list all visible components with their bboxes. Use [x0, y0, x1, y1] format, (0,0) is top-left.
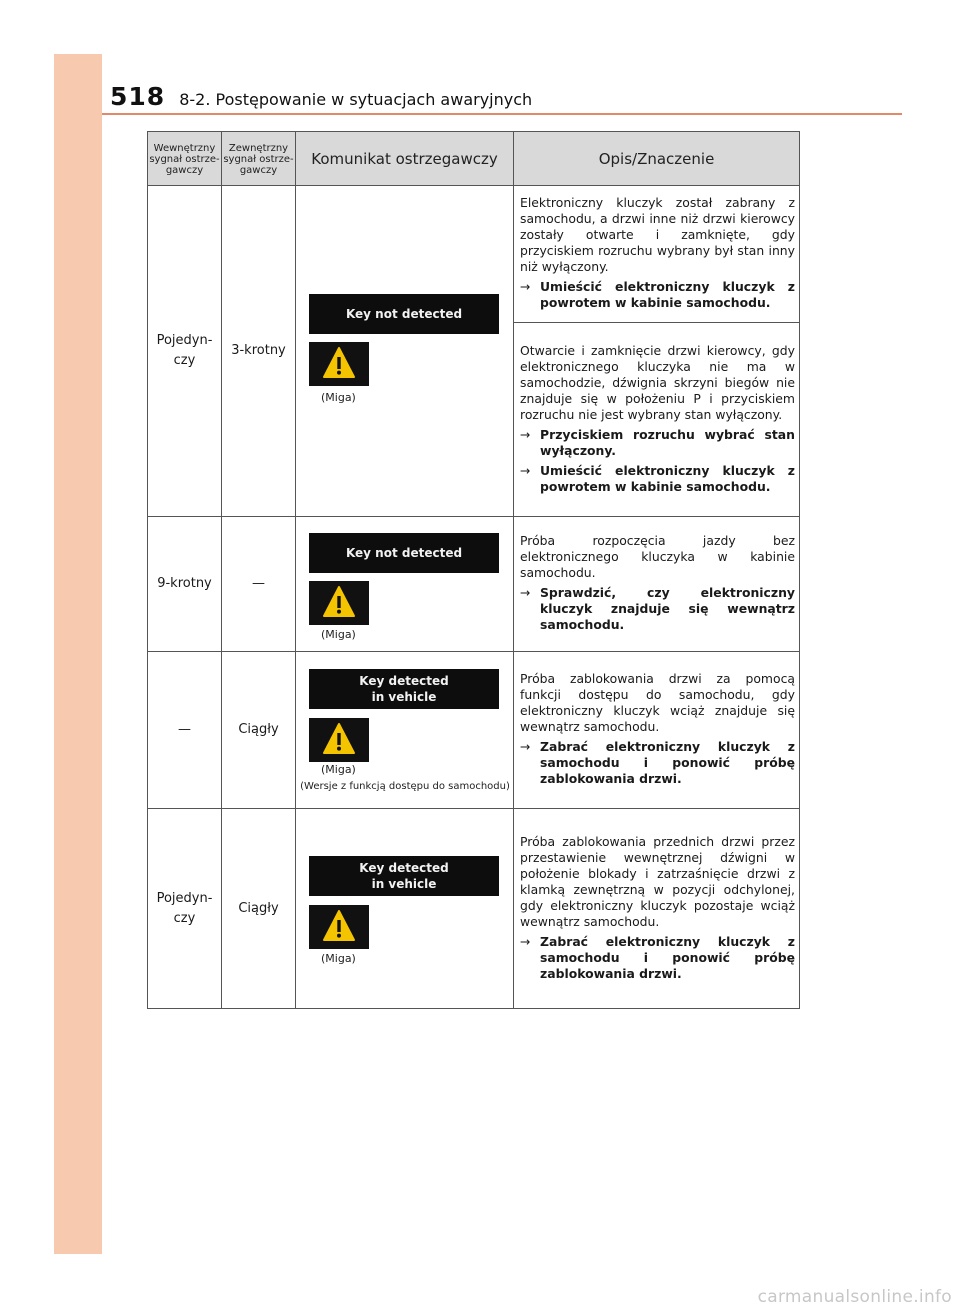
- warning-message-cell: [296, 809, 514, 1009]
- action-item: → Umieścić elektroniczny kluczyk z powrotem w kabinie samochodu.: [520, 279, 795, 310]
- description-cell: [514, 809, 800, 1009]
- display-message: Key not detected: [309, 533, 499, 573]
- arrow-icon: →: [520, 426, 531, 442]
- internal-buzzer-cell: [148, 186, 222, 517]
- flash-label: (Miga): [321, 763, 356, 776]
- description-text: Próba rozpoczęcia jazdy bez elektronicznego kluczyka w kabinie samochodu.: [520, 533, 795, 580]
- table-row: [148, 652, 800, 809]
- arrow-icon: →: [520, 739, 531, 754]
- warning-triangle-icon: [309, 342, 369, 386]
- external-buzzer-value: 3-krotny: [231, 343, 286, 358]
- external-buzzer-value: Ciągły: [238, 900, 279, 916]
- warning-triangle-icon: [309, 718, 369, 762]
- warning-message-cell: [296, 517, 514, 652]
- external-buzzer-value: Ciągły: [238, 722, 279, 737]
- warning-table: [147, 131, 800, 1009]
- page-number: 518: [110, 82, 166, 111]
- external-buzzer-cell: [222, 809, 296, 1009]
- action-item: → Zabrać elektroniczny kluczyk z samochodu i ponowić próbę zablokowania drzwi.: [520, 933, 795, 981]
- internal-buzzer-cell: [148, 809, 222, 1009]
- external-buzzer-cell: [222, 517, 296, 652]
- display-message: Key detected in vehicle: [309, 669, 499, 709]
- description-text: Próba zablokowania przednich drzwi przez przestawienie wewnętrznej dźwigni w położenie blokady i zatrzaśnięcie drzwi z klamką zewnętrzną w pozycji odchylonej, gdy elektroniczny kluczyk pozostaje wciąż wewnątrz samochodu.: [520, 833, 795, 929]
- chapter-sidebar-tab: [54, 54, 102, 1254]
- external-buzzer-cell: [222, 652, 296, 809]
- header-internal-buzzer: Wewnętrzny sygnał ostrze- gawczy: [148, 132, 222, 186]
- warning-triangle-icon: [309, 905, 369, 949]
- arrow-icon: →: [520, 585, 531, 600]
- description-cell: [514, 323, 800, 517]
- version-note: (Wersje z funkcją dostępu do samochodu): [300, 781, 510, 792]
- display-message: Key not detected: [309, 294, 499, 334]
- arrow-icon: →: [520, 462, 531, 478]
- action-item: → Umieścić elektroniczny kluczyk z powrotem w kabinie samochodu.: [520, 462, 795, 494]
- internal-buzzer-value: —: [178, 722, 191, 737]
- header-warning-message: Komunikat ostrzegawczy: [296, 132, 514, 186]
- description-text: Elektroniczny kluczyk został zabrany z samochodu, a drzwi inne niż drzwi kierowcy zostały otwarte i zamknięte, gdy przyciskiem rozruchu wybrany był stan inny niż wyłączony.: [520, 195, 795, 274]
- warning-message-cell: [296, 186, 514, 517]
- action-item: → Zabrać elektroniczny kluczyk z samochodu i ponowić próbę zablokowania drzwi.: [520, 739, 795, 786]
- section-title: 8-2. Postępowanie w sytuacjach awaryjnych: [179, 90, 533, 109]
- warning-triangle-icon: [309, 581, 369, 625]
- description-cell: [514, 517, 800, 652]
- internal-buzzer-cell: [148, 517, 222, 652]
- description-cell: [514, 186, 800, 323]
- flash-label: (Miga): [321, 628, 356, 641]
- arrow-icon: →: [520, 279, 531, 294]
- header-description: Opis/Znaczenie: [514, 132, 800, 186]
- flash-label: (Miga): [321, 952, 356, 965]
- display-message: Key detected in vehicle: [309, 856, 499, 896]
- internal-buzzer-value: Pojedyn- czy: [156, 890, 213, 926]
- table-row: [148, 809, 800, 1009]
- description-cell: [514, 652, 800, 809]
- description-text: Otwarcie i zamknięcie drzwi kierowcy, gdy elektronicznego kluczyka nie ma w samochodzie, dźwignia skrzyni biegów nie znajduje się w położeniu P i przyciskiem rozruchu nie jest wybrany stan wyłączony.: [520, 342, 795, 422]
- page-header: [110, 82, 532, 112]
- action-item: → Sprawdzić, czy elektroniczny kluczyk znajduje się wewnątrz samochodu.: [520, 585, 795, 632]
- warning-message-cell: [296, 652, 514, 809]
- internal-buzzer-cell: [148, 652, 222, 809]
- flash-label: (Miga): [321, 391, 356, 404]
- external-buzzer-value: —: [252, 576, 265, 591]
- description-text: Próba zablokowania drzwi za pomocą funkcji dostępu do samochodu, gdy elektroniczny kluczyk wciąż znajduje się wewnątrz samochodu.: [520, 671, 795, 734]
- watermark: carmanualsonline.info: [757, 1287, 952, 1307]
- table-row: [148, 517, 800, 652]
- external-buzzer-cell: [222, 186, 296, 517]
- table-header-row: [148, 132, 800, 186]
- table-row: [148, 186, 800, 323]
- internal-buzzer-value: Pojedyn- czy: [156, 333, 213, 368]
- header-external-buzzer: Zewnętrzny sygnał ostrze- gawczy: [222, 132, 296, 186]
- arrow-icon: →: [520, 933, 531, 949]
- action-item: → Przyciskiem rozruchu wybrać stan wyłączony.: [520, 426, 795, 458]
- header-rule: [102, 113, 902, 115]
- internal-buzzer-value: 9-krotny: [157, 576, 212, 591]
